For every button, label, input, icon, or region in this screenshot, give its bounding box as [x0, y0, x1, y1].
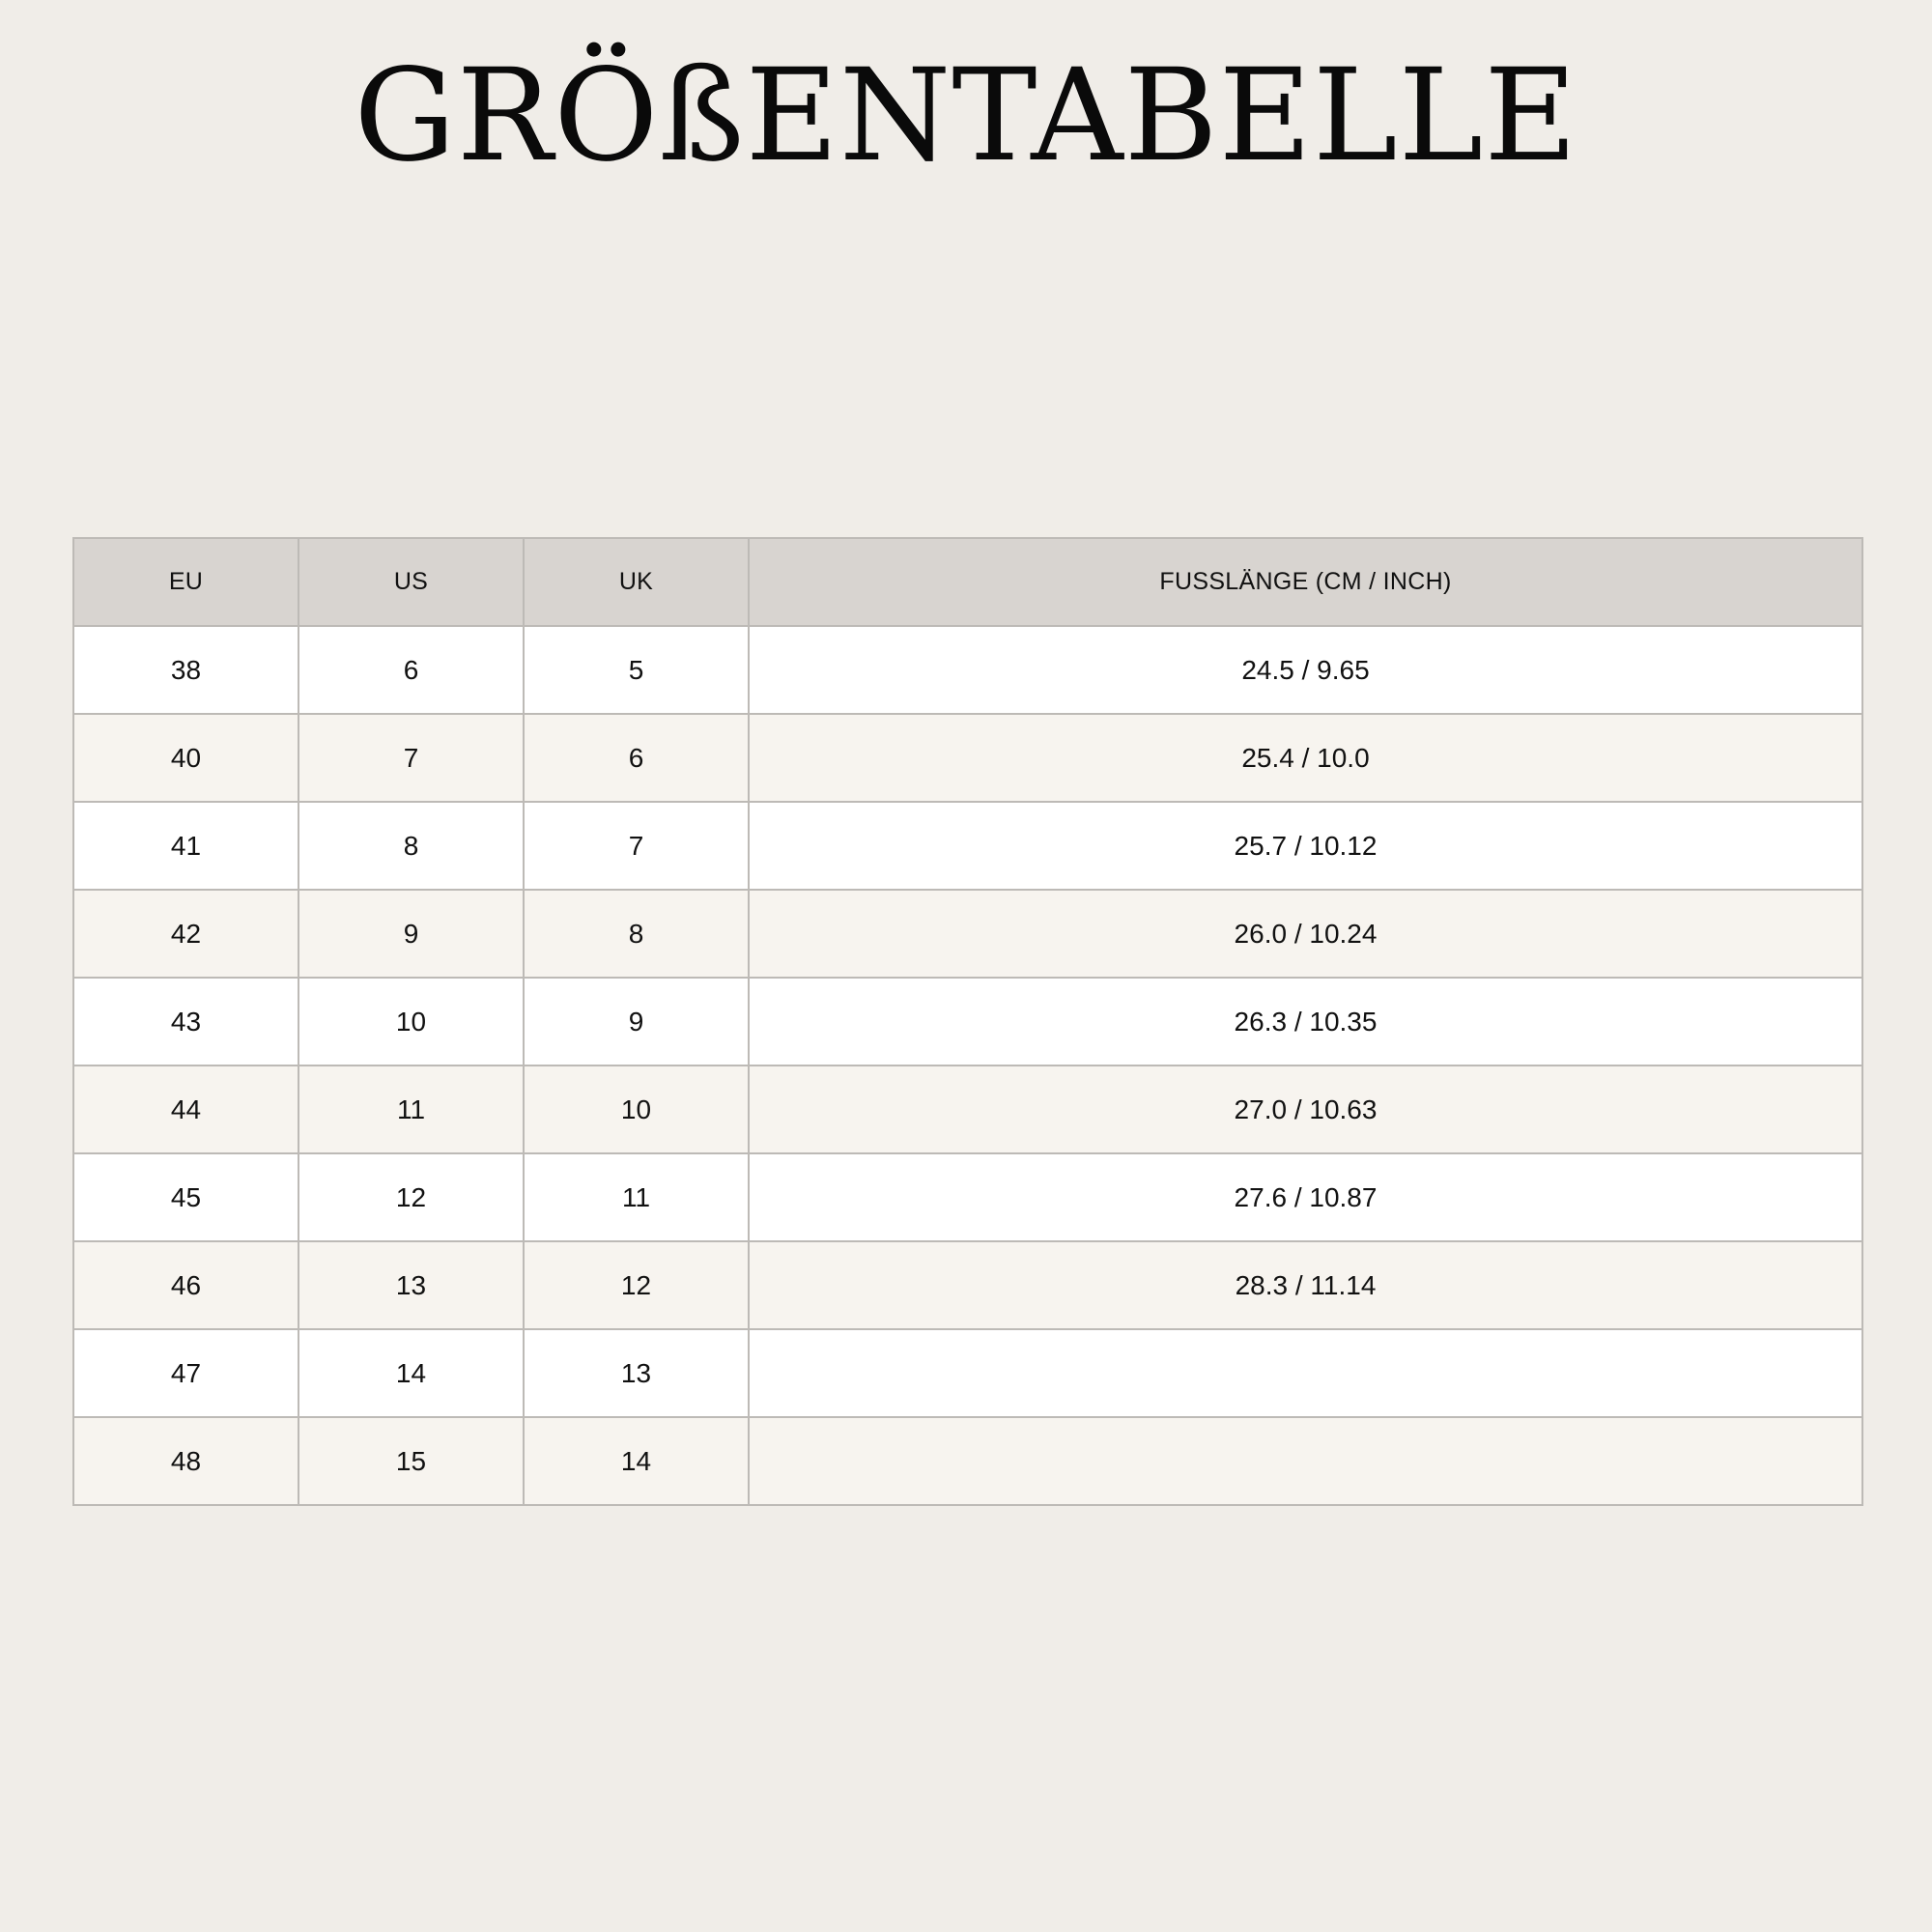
cell-foot-length: 28.3 / 11.14	[749, 1241, 1862, 1329]
table-row	[73, 890, 1862, 978]
table-row	[73, 802, 1862, 890]
cell-foot-length	[749, 1417, 1862, 1505]
cell-uk: 11	[524, 1153, 749, 1241]
cell-eu: 41	[73, 802, 298, 890]
cell-uk: 5	[524, 626, 749, 714]
cell-foot-length	[749, 1329, 1862, 1417]
cell-foot-length: 26.0 / 10.24	[749, 890, 1862, 978]
cell-eu: 40	[73, 714, 298, 802]
cell-uk: 14	[524, 1417, 749, 1505]
cell-uk: 9	[524, 978, 749, 1065]
cell-us: 14	[298, 1329, 524, 1417]
cell-us: 10	[298, 978, 524, 1065]
cell-us: 12	[298, 1153, 524, 1241]
cell-eu: 46	[73, 1241, 298, 1329]
cell-eu: 38	[73, 626, 298, 714]
header-foot-length: FUSSLÄNGE (CM / INCH)	[749, 538, 1862, 626]
header-uk: UK	[524, 538, 749, 626]
table-row	[73, 1153, 1862, 1241]
header-us: US	[298, 538, 524, 626]
cell-uk: 13	[524, 1329, 749, 1417]
size-chart-table	[72, 537, 1863, 1506]
cell-foot-length: 27.0 / 10.63	[749, 1065, 1862, 1153]
table-header-row	[73, 538, 1862, 626]
table-row	[73, 1417, 1862, 1505]
table-row	[73, 978, 1862, 1065]
cell-us: 13	[298, 1241, 524, 1329]
cell-eu: 43	[73, 978, 298, 1065]
cell-foot-length: 26.3 / 10.35	[749, 978, 1862, 1065]
cell-eu: 45	[73, 1153, 298, 1241]
cell-foot-length: 24.5 / 9.65	[749, 626, 1862, 714]
cell-us: 6	[298, 626, 524, 714]
cell-foot-length: 25.7 / 10.12	[749, 802, 1862, 890]
cell-uk: 10	[524, 1065, 749, 1153]
table-row	[73, 714, 1862, 802]
table-row	[73, 626, 1862, 714]
cell-eu: 44	[73, 1065, 298, 1153]
table-row	[73, 1329, 1862, 1417]
header-eu: EU	[73, 538, 298, 626]
cell-us: 11	[298, 1065, 524, 1153]
page-title: GRÖßENTABELLE	[354, 42, 1578, 190]
cell-foot-length: 27.6 / 10.87	[749, 1153, 1862, 1241]
cell-foot-length: 25.4 / 10.0	[749, 714, 1862, 802]
cell-us: 7	[298, 714, 524, 802]
cell-us: 8	[298, 802, 524, 890]
cell-eu: 47	[73, 1329, 298, 1417]
cell-uk: 7	[524, 802, 749, 890]
cell-uk: 6	[524, 714, 749, 802]
cell-uk: 8	[524, 890, 749, 978]
table-row	[73, 1065, 1862, 1153]
table-row	[73, 1241, 1862, 1329]
cell-uk: 12	[524, 1241, 749, 1329]
cell-us: 15	[298, 1417, 524, 1505]
cell-eu: 42	[73, 890, 298, 978]
cell-eu: 48	[73, 1417, 298, 1505]
cell-us: 9	[298, 890, 524, 978]
